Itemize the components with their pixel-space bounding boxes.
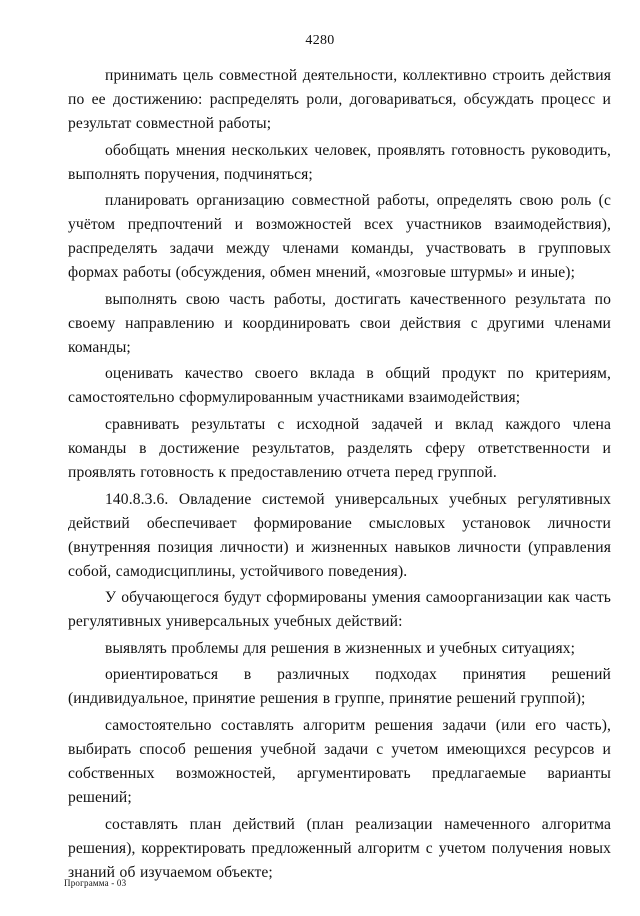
page-number: 4280 (305, 33, 335, 48)
paragraph: оценивать качество своего вклада в общий продукт по критериям, самостоятельно сформулированным участниками взаимодействия; (68, 365, 611, 407)
paragraph: принимать цель совместной деятельности, коллективно строить действия по ее достижению: распределять роли, договариваться, обсуждать процесс и результат совместной работы; (68, 67, 611, 132)
section-paragraph: 140.8.3.6. Овладение системой универсальных учебных регулятивных действий обеспечивает формирование смысловых установок личности (внутренняя позиция личности) и жизненных навыков личности (управления собой, самодисциплины, устойчивого поведения). (68, 490, 611, 580)
paragraph: планировать организацию совместной работы, определять свою роль (с учётом предпочтений и возможностей всех участников взаимодействия), распределять задачи между членами команды, участвовать в групповых формах работы (обсуждения, обмен мнений, «мозговые штурмы» и иные); (68, 192, 611, 282)
paragraph: У обучающегося будут сформированы умения самоорганизации как часть регулятивных универсальных учебных действий: (68, 589, 611, 631)
paragraph: выявлять проблемы для решения в жизненных и учебных ситуациях; (105, 639, 576, 657)
paragraph: составлять план действий (план реализации намеченного алгоритма решения), корректировать предложенный алгоритм с учетом получения новых знаний об изучаемом объекте; (68, 815, 611, 881)
body-text (68, 64, 611, 887)
paragraph: сравнивать результаты с исходной задачей и вклад каждого члена команды в достижение результатов, разделять сферу ответственности и проявлять готовность к предоставлению отчета перед группой. (68, 415, 611, 481)
paragraph: обобщать мнения нескольких человек, проявлять готовность руководить, выполнять поручения, подчиняться; (68, 141, 611, 183)
paragraph: самостоятельно составлять алгоритм решения задачи (или его часть), выбирать способ решения учебной задачи с учетом имеющихся ресурсов и собственных возможностей, аргументировать предлагаемые варианты решений; (68, 716, 611, 806)
paragraph: выполнять свою часть работы, достигать качественного результата по своему направлению и координировать свои действия с другими членами команды; (68, 290, 611, 356)
page-footer: Программа - 03 (64, 878, 127, 888)
paragraph: ориентироваться в различных подходах принятия решений (индивидуальное, принятие решения в группе, принятие решений группой); (68, 666, 611, 708)
